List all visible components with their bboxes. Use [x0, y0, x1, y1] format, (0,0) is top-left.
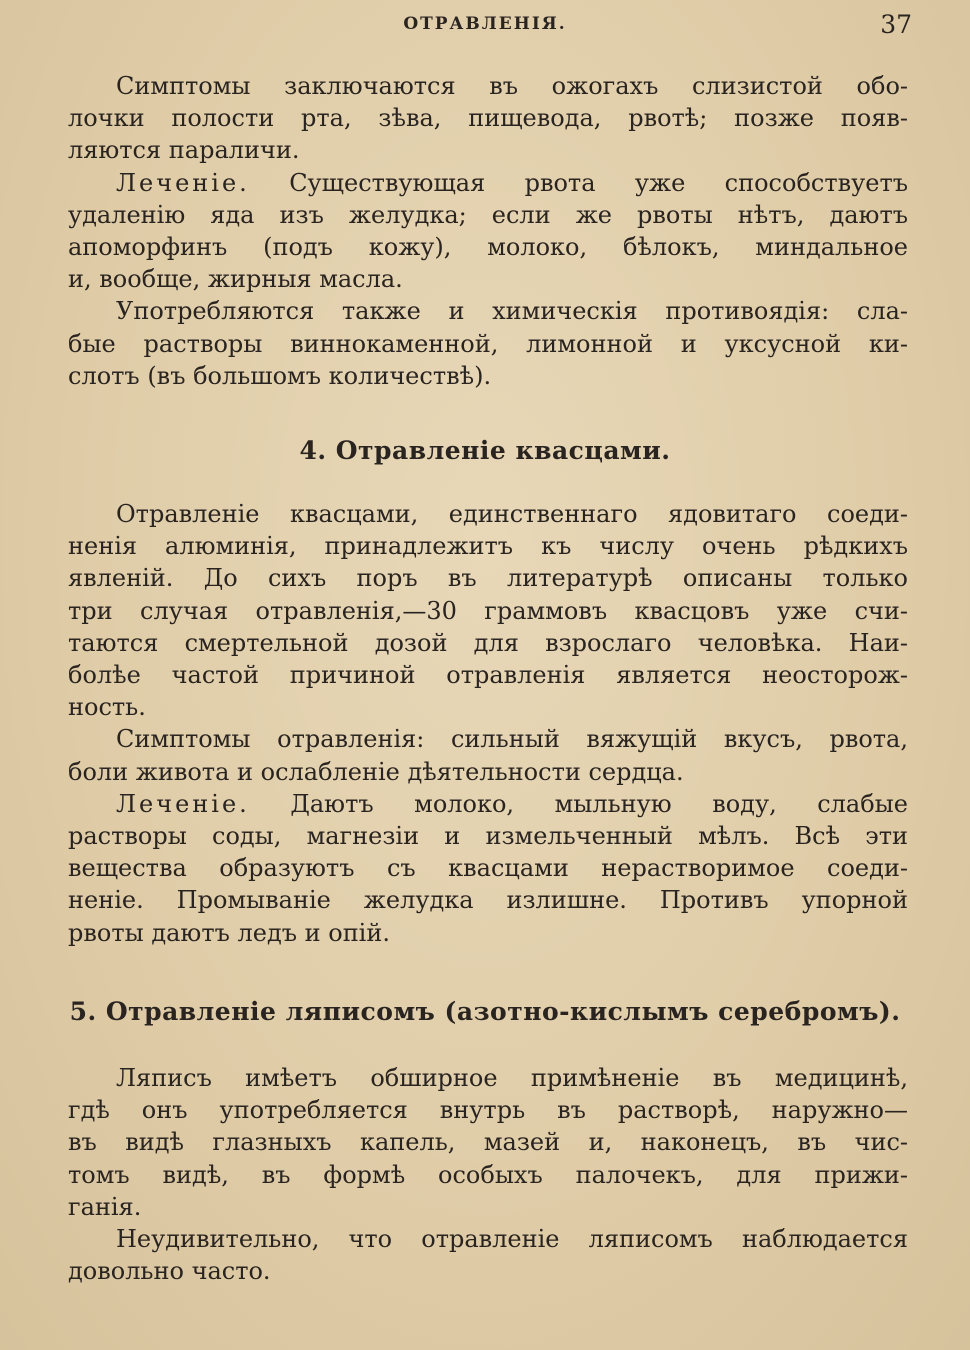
text-line: ность. [68, 693, 146, 722]
text-line: лочки полости рта, зѣва, пищевода, рвотѣ; позже появ- [68, 104, 908, 133]
text-line: ненія алюминія, принадлежитъ къ числу очень рѣдкихъ [68, 532, 908, 561]
section-5-heading: 5. Отравленіе ляписомъ (азотно-кислымъ серебромъ). [69, 997, 901, 1026]
text-line: довольно часто. [68, 1257, 271, 1286]
running-head [0, 10, 970, 40]
text-line: и, вообще, жирныя масла. [68, 265, 403, 294]
text-line [68, 788, 908, 820]
running-title: ОТРАВЛЕНІЯ. [403, 14, 567, 34]
text-line: апоморфинъ (подъ кожу), молоко, бѣлокъ, миндальное [68, 233, 908, 262]
text-line: Отравленіе квасцами, единственнаго ядовитаго соеди- [116, 500, 908, 528]
page-number: 37 [880, 10, 912, 39]
section-5-text [68, 1062, 908, 1287]
text-line-rest: Существующая рвота уже способствуетъ [249, 168, 908, 197]
text-line: бые растворы виннокаменной, лимонной и уксусной ки- [68, 329, 908, 358]
text-line: ганія. [68, 1192, 142, 1221]
section-4-text [68, 498, 908, 949]
text-line: слотъ (въ большомъ количествѣ). [68, 361, 492, 390]
text-line: въ видѣ глазныхъ капель, мазей и, наконецъ, въ чис- [68, 1128, 908, 1157]
text-line: удаленію яда изъ желудка; если же рвоты нѣтъ, даютъ [68, 200, 908, 229]
section-4-heading: 4. Отравленіе квасцами. [299, 436, 671, 465]
text-line: неніе. Промываніе желудка излишне. Противъ упорной [68, 886, 908, 915]
text-line: три случая отравленія,—30 граммовъ квасцовъ уже счи- [68, 596, 908, 625]
text-line-rest: Даютъ молоко, мыльную воду, слабые [249, 789, 908, 818]
text-line: боли живота и ослабленіе дѣятельности сердца. [68, 757, 684, 786]
text-block-1 [68, 70, 908, 392]
text-line: болѣе частой причиной отравленія является неосторож- [68, 661, 908, 690]
text-line: томъ видѣ, въ формѣ особыхъ палочекъ, для прижи- [68, 1160, 908, 1189]
text-line: Симптомы отравленія: сильный вяжущій вкусъ, рвота, [116, 725, 908, 754]
text-line: растворы соды, магнезіи и измельченный мѣлъ. Всѣ эти [68, 822, 908, 851]
text-line: Симптомы заключаются въ ожогахъ слизистой обо- [116, 72, 908, 100]
text-line [68, 167, 908, 199]
text-line: Неудивительно, что отравленіе ляписомъ наблюдается [116, 1225, 908, 1254]
treatment-label: Леченіе. [116, 168, 250, 197]
text-line: Ляписъ имѣетъ обширное примѣненіе въ медицинѣ, [116, 1064, 908, 1092]
treatment-label: Леченіе. [116, 789, 250, 818]
text-line: явленій. До сихъ поръ въ литературѣ описаны только [68, 564, 908, 593]
text-line: таются смертельной дозой для взрослаго человѣка. Наи- [68, 628, 908, 657]
text-line: ляются параличи. [68, 136, 300, 165]
text-line: гдѣ онъ употребляется внутрь въ растворѣ, наружно— [68, 1096, 908, 1125]
text-line: Употребляются также и химическія противоядія: сла- [116, 297, 908, 326]
text-line: вещества образуютъ съ квасцами нерастворимое соеди- [68, 854, 908, 883]
text-line: рвоты даютъ ледъ и опій. [68, 918, 390, 947]
